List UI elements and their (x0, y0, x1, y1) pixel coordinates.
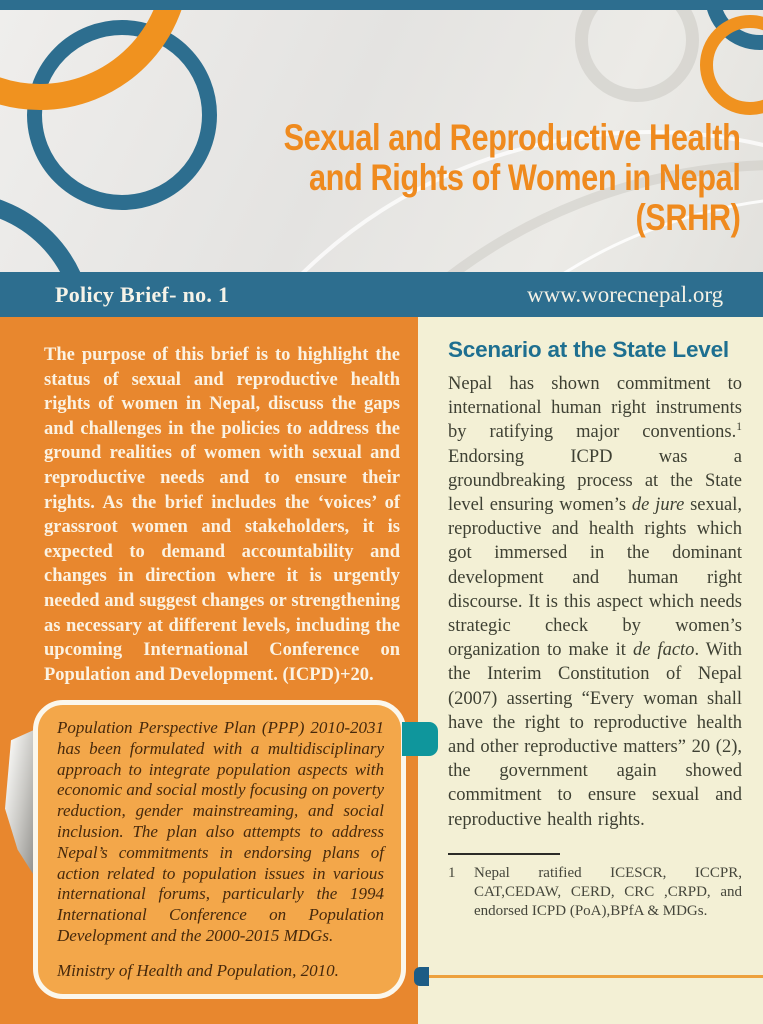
brief-number-label: Policy Brief- no. 1 (55, 281, 230, 307)
left-column (0, 317, 418, 1024)
quote-box-paragraph: Population Perspective Plan (PPP) 2010-2031 has been formulated with a multidisciplinary approach to integrate population aspects with economic and social mostly focusing on poverty reduction, gender mainstreaming, and social inclusion. The plan also attempts to address Nepal’s commitments in endorsing plans of action related to population issues in various international forums, particularly the 1994 International Conference on Population Development and the 2000-2015 MDGs. (57, 718, 384, 945)
top-accent-bar (0, 0, 763, 10)
footnote-marker: 1 (736, 421, 742, 434)
orange-divider-rule (429, 975, 763, 978)
quote-box (33, 700, 406, 999)
page-curl-decoration-icon (5, 725, 35, 877)
footnote (448, 864, 742, 921)
intro-paragraph: The purpose of this brief is to highlight the status of sexual and reproductive health rights of women in Nepal, discuss the gaps and challenges in the policies to address the ground realities of women with sexual and reproductive needs and to ensure their rights. As the brief includes the ‘voices’ of grassroot women and stakeholders, it is expected to demand accountability and changes in direction where it is urgently needed and suggest changes or strengthening as necessary at different levels, including the upcoming International Conference on Population and Development. (ICPD)+20. (44, 345, 400, 685)
website-link[interactable]: www.worecnepal.org (527, 281, 724, 307)
blue-tab-icon (414, 967, 429, 986)
teal-band (0, 272, 763, 317)
scenario-text-2: Endorsing ICPD was a groundbreaking process at the State level ensuring women’s (448, 446, 742, 516)
section-heading: Scenario at the State Level (448, 337, 729, 362)
decor-ring-gray-icon (575, 10, 699, 102)
title-line-3: (SRHR) (635, 197, 740, 238)
scenario-text-1: Nepal has shown commitment to international human right instruments by ratifying major conventions. (448, 374, 742, 443)
decor-ring-orange-right-icon (700, 15, 763, 115)
decor-ring-teal-bottom-icon (0, 192, 93, 272)
scenario-italic-de-jure: de jure (631, 495, 685, 516)
teal-bookmark-tab-icon (402, 722, 438, 756)
footnote-text: Nepal ratified ICESCR, ICCPR, CAT,CEDAW, CERD, CRC ,CRPD, and endorsed ICPD (PoA),BPfA & MDGs. (474, 864, 742, 919)
footnote-rule (448, 853, 560, 855)
quote-box-attribution: Ministry of Health and Population, 2010. (57, 960, 339, 980)
footnote-number: 1 (448, 864, 456, 881)
title-line-2: and Rights of Women in Nepal (308, 157, 740, 198)
scenario-text-3: sexual, reproductive and health rights which got immersed in the dominant development and human right discourse. It is this aspect which needs strategic check by women’s organization to make it (448, 495, 742, 661)
document-title (283, 118, 740, 238)
content-columns (0, 317, 763, 1024)
title-line-1: Sexual and Reproductive Health (283, 117, 740, 158)
header-banner (0, 10, 763, 272)
right-column (418, 317, 763, 1024)
scenario-italic-de-facto: de facto (632, 640, 695, 661)
bottom-rule-row (414, 967, 763, 986)
scenario-paragraph (448, 372, 742, 832)
scenario-text-4: . With the Interim Constitution of Nepal (2007) asserting “Every woman shall have the right to reproductive health and other reproductive matters” 20 (2), the government again showed commitment to ensure sexual and reproductive health rights. (448, 640, 742, 830)
